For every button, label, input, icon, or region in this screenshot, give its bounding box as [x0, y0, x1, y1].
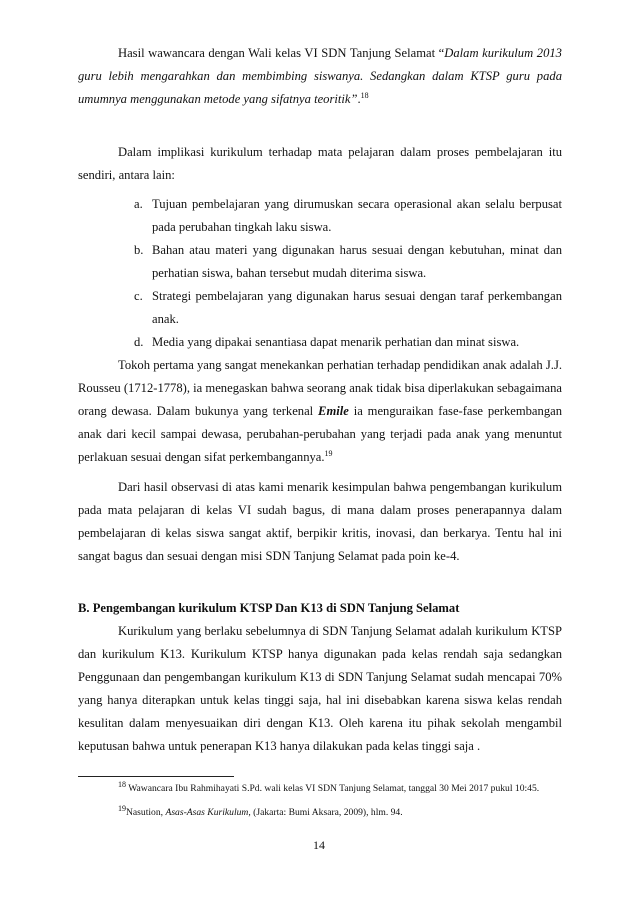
list-item-text: Media yang dipakai senantiasa dapat menarik perhatian dan minat siswa.	[152, 335, 520, 349]
book-title-emile: Emile	[318, 404, 349, 418]
footnote-book-title: Asas-Asas Kurikulum	[165, 807, 249, 818]
p1-end: .	[357, 92, 361, 106]
footnote-number: 18	[118, 779, 126, 789]
p3-before: Tokoh pertama yang sangat menekankan perhatian terhadap pendidikan anak adalah J.J. Rousseu (1712-1778), ia menegaskan bahwa seorang anak tidak bisa diperlakukan sebagaimana orang dewasa. Dalam bukunya yang terkenal	[78, 358, 562, 418]
list-item	[134, 285, 562, 331]
page-number: 14	[313, 838, 325, 852]
implication-list	[134, 193, 562, 354]
paragraph-observation: Dari hasil observasi di atas kami menarik kesimpulan bahwa pengembangan kurikulum pada mata pelajaran di kelas VI sudah bagus, di mana dalam proses penerapannya dalam pembelajaran di kelas siswa sangat aktif, berpikir kritis, inovasi, dan berkarya. Tentu hal ini sangat bagus dan sesuai dengan misi SDN Tanjung Selamat pada poin ke-4.	[78, 480, 562, 563]
footnote-19	[118, 803, 562, 820]
list-marker: c.	[134, 289, 143, 303]
list-item	[134, 331, 562, 354]
footnote-text: Wawancara Ibu Rahmihayati S.Pd. wali kelas VI SDN Tanjung Selamat, tanggal 30 Mei 2017 pukul 10:45.	[126, 783, 540, 794]
list-item-text: Tujuan pembelajaran yang dirumuskan secara operasional akan selalu berpusat pada perubahan tingkah laku siswa.	[152, 197, 562, 234]
paragraph-interview	[78, 42, 562, 111]
footnote-18	[118, 779, 562, 796]
list-marker: b.	[134, 243, 144, 257]
list-item-text: Bahan atau materi yang digunakan harus sesuai dengan kebutuhan, minat dan perhatian siswa, bahan tersebut mudah diterima siswa.	[152, 243, 562, 280]
paragraph-curriculum: Kurikulum yang berlaku sebelumnya di SDN Tanjung Selamat adalah kurikulum KTSP dan kurikulum K13. Kurikulum KTSP hanya digunakan pada kelas rendah saja sedangkan Penggunaan dan pengembangan kurikulum K13 di SDN Tanjung Selamat sudah mencapai 70% yang hanya diterapkan untuk kelas tinggi saja, hal ini disebabkan karena siswa kelas rendah kesulitan dalam menyesuaikan diri dengan K13. Oleh karena itu pihak sekolah mengambil keputusan bahwa untuk penerapan K13 hanya dilakukan pada kelas tinggi saja .	[78, 624, 562, 753]
list-marker: a.	[134, 197, 143, 211]
list-item-text: Strategi pembelajaran yang digunakan harus sesuai dengan taraf perkembangan anak.	[152, 289, 562, 326]
paragraph-implication: Dalam implikasi kurikulum terhadap mata pelajaran dalam proses pembelajaran itu sendiri, antara lain:	[78, 145, 562, 182]
p3-after: ia menguraikan fase-fase perkembangan anak dari kecil sampai dewasa, perubahan-perubahan yang terjadi pada anak yang menuntut perlakuan sesuai dengan sifat perkembangannya.	[78, 404, 563, 464]
footnote-number: 19	[118, 803, 126, 813]
list-item	[134, 193, 562, 239]
p1-quote: Dalam kurikulum 2013 guru lebih mengarahkan dan membimbing siswanya. Sedangkan dalam KTSP guru pada umumnya menggunakan metode yang sifatnya teoritik”	[78, 46, 562, 106]
section-heading: B. Pengembangan kurikulum KTSP Dan K13 di SDN Tanjung Selamat	[78, 601, 460, 615]
footnote-text-after: , (Jakarta: Bumi Aksara, 2009), hlm. 94.	[248, 807, 403, 818]
footnote-divider	[78, 776, 234, 777]
footnote-ref-18[interactable]: 18	[360, 90, 369, 100]
footnote-text: Nasution,	[126, 807, 166, 818]
footnote-ref-19[interactable]: 19	[324, 448, 333, 458]
list-marker: d.	[134, 335, 144, 349]
p1-text: Hasil wawancara dengan Wali kelas VI SDN Tanjung Selamat “	[118, 46, 445, 60]
paragraph-rousseau	[78, 354, 562, 469]
list-item	[134, 239, 562, 285]
